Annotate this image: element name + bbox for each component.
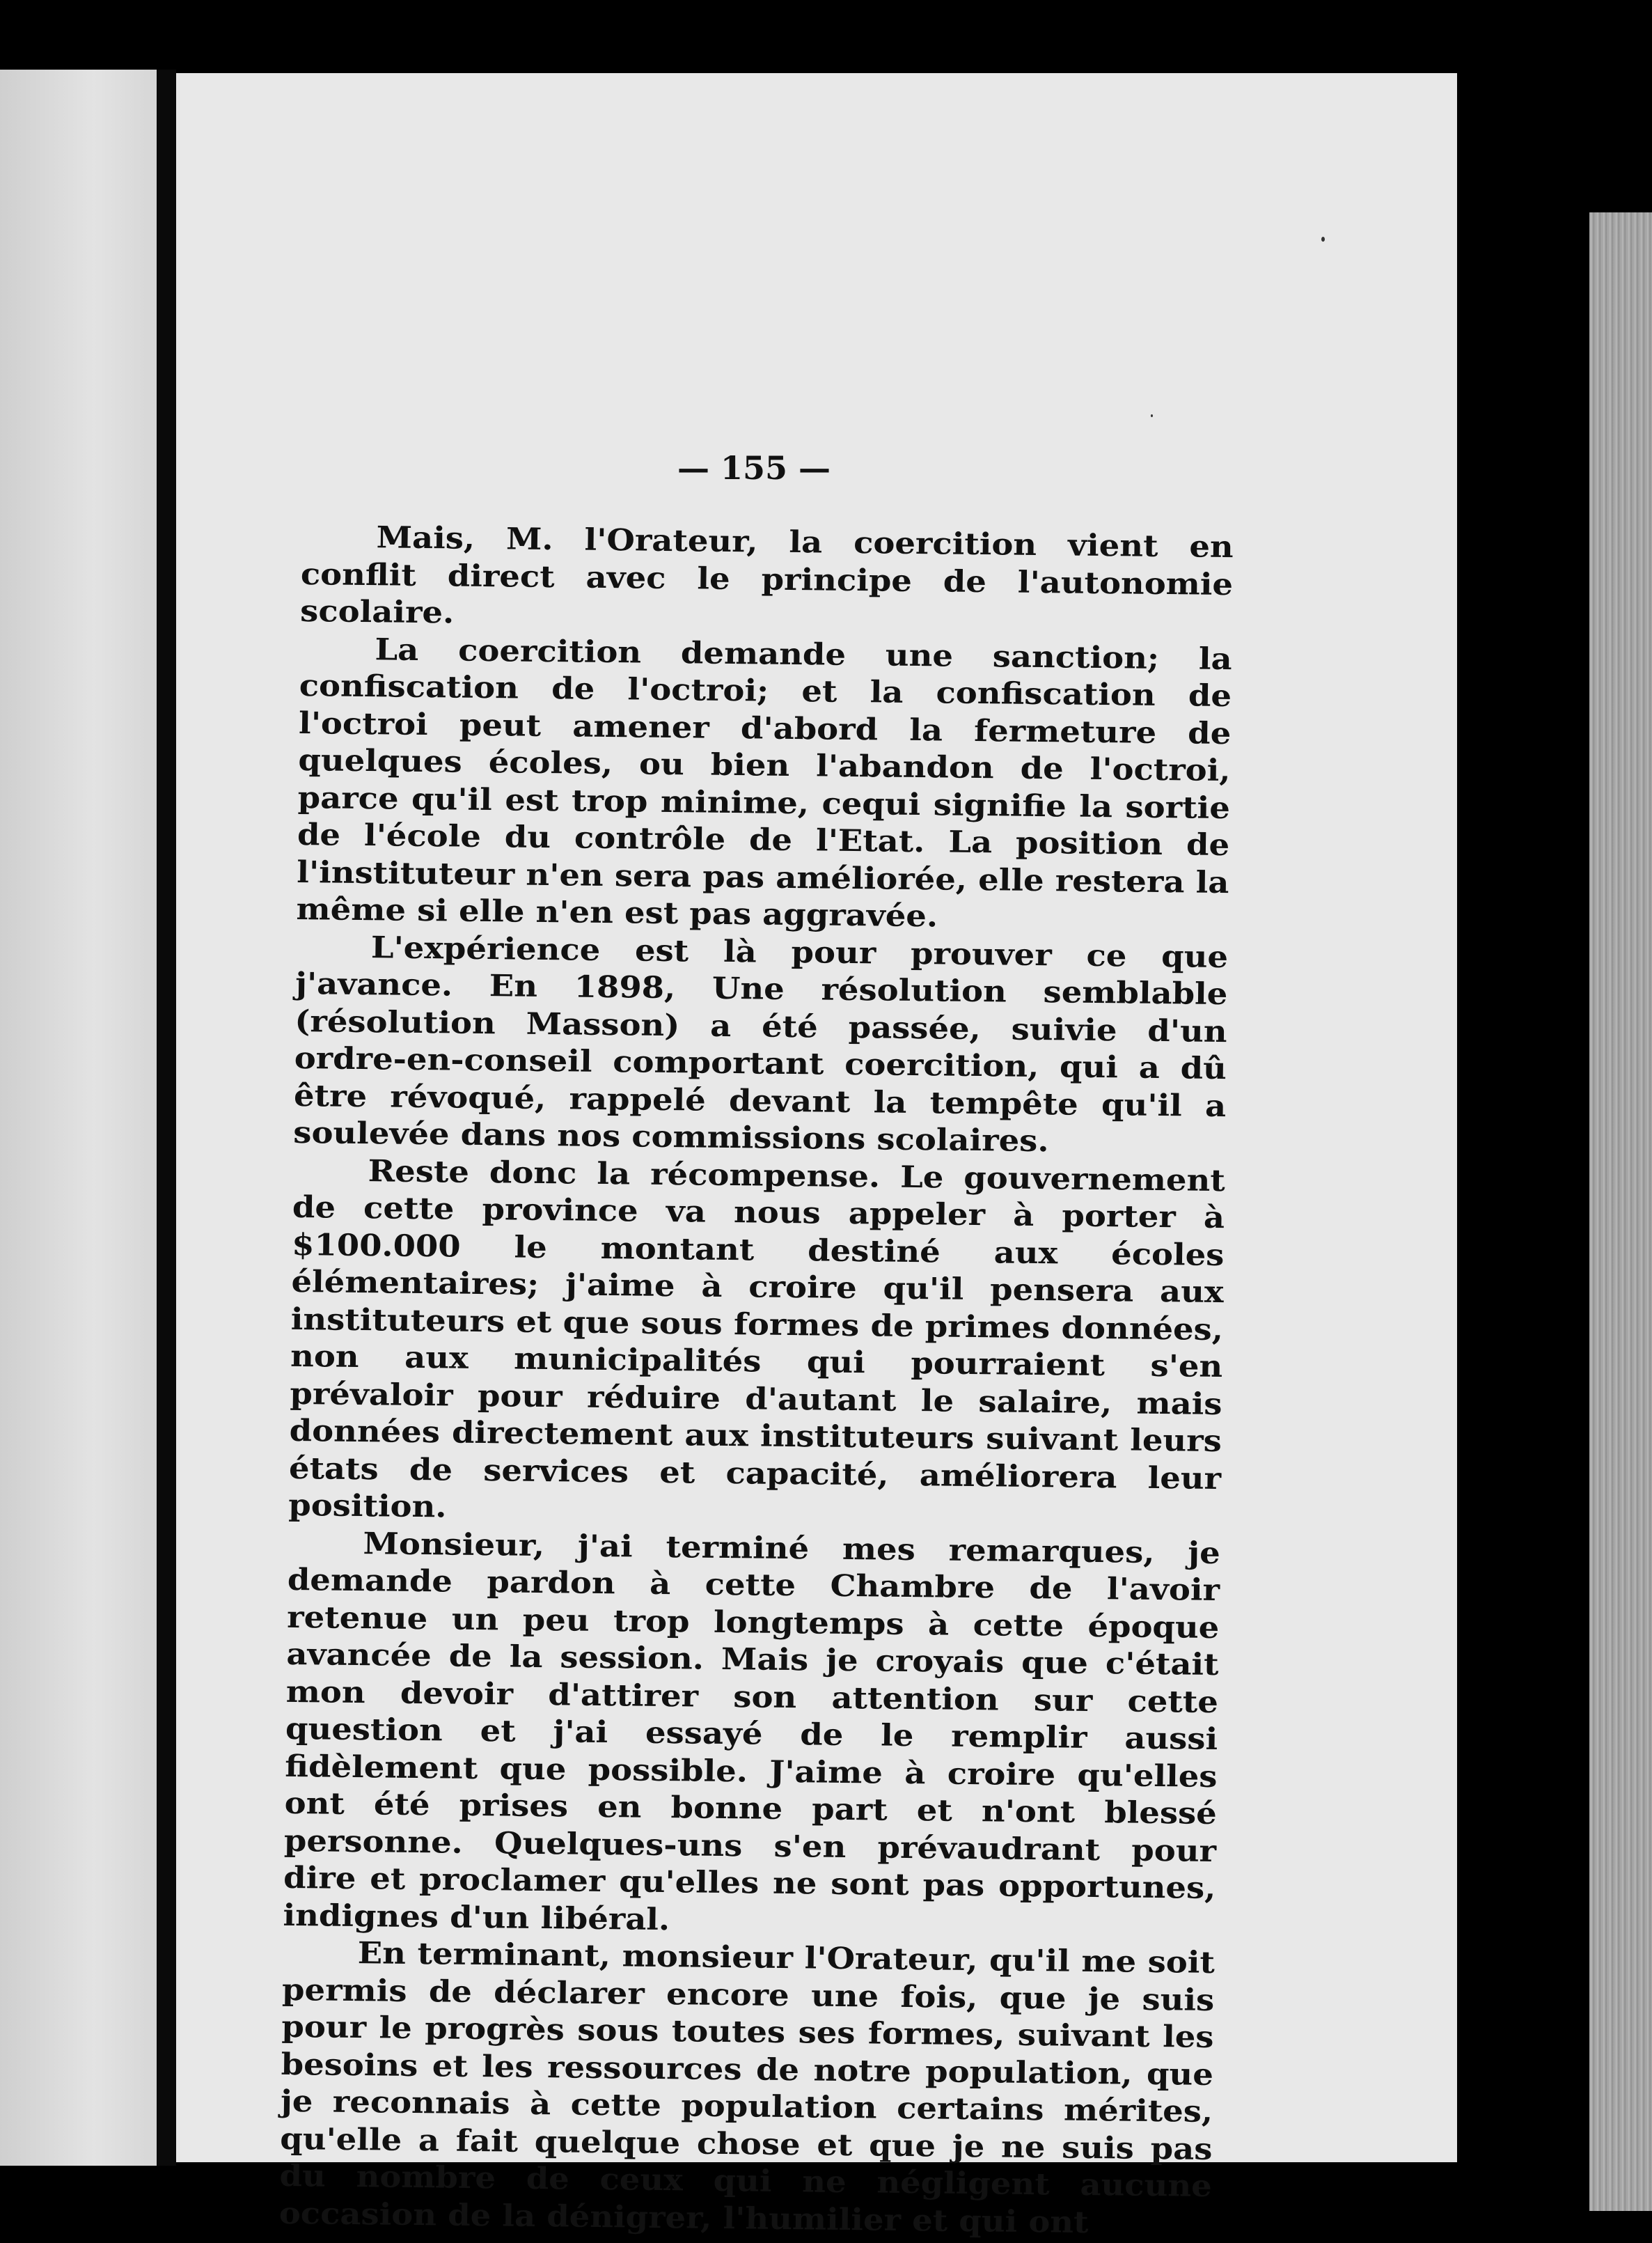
book-page — [176, 73, 1457, 2240]
left-page-edge — [0, 70, 157, 2166]
page-number: — 155 — — [677, 449, 831, 487]
paragraph: L'expérience est là pour prouver ce que j'avance. En 1898, Une résolution semblable (résolution Masson) a été passée, suivie d'un ordre-en-conseil comportant coercition, qui a dû être révoqué, rappelé devant la tempête qu'il a soulevée dans nos commissions scolaires. — [293, 930, 1229, 1159]
body-text — [279, 519, 1234, 2243]
book-gutter — [157, 70, 176, 2166]
paragraph: Reste donc la récompense. Le gouvernement de cette province va nous appeler à porter à $100.000 le montant destiné aux écoles élémentaires; j'aime à croire qu'il pensera aux instituteurs et que sous formes de primes données, non aux municipalités qui pourraient s'en prévaloir pour réduire d'autant le salaire, mais données directement aux instituteurs suivant leurs états de services et capacité, améliorera leur position. — [288, 1153, 1226, 1525]
page-stack-edge — [1589, 212, 1652, 2211]
paragraph: En terminant, monsieur l'Orateur, qu'il me soit permis de déclarer encore une fois, que je suis pour le progrès sous toutes ses formes, suivant les besoins et les ressources de notre population, que je reconnais à cette population certains mérites, qu'elle a fait quelque chose et que je ne suis pas du nombre de ceux qui ne négligent aucune occasion de la dénigrer, l'humilier et qui ont — [278, 1936, 1216, 2240]
paragraph: Monsieur, j'ai terminé mes remarques, je demande pardon à cette Chambre de l'avoir retenue un peu trop longtemps à cette époque avancée de la session. Mais je croyais que c'était mon devoir d'attirer son attention sur cette question et j'ai essayé de le remplir aussi fidèlement que possible. J'aime à croire qu'elles ont été prises en bonne part et n'ont blessé personne. Quelques-uns s'en prévaudrant pour dire et proclamer qu'elles ne sont pas opportunes, indignes d'un libéral. — [283, 1526, 1221, 1937]
ink-speck — [1151, 414, 1153, 417]
ink-speck — [1321, 237, 1325, 242]
paragraph: Mais, M. l'Orateur, la coercition vient en conflit direct avec le principe de l'autonomie scolaire. — [299, 520, 1234, 631]
paragraph: La coercition demande une sanction; la confiscation de l'octroi; et la confiscation de l'octroi peut amener d'abord la fermeture de quelques écoles, ou bien l'abandon de l'octroi, parce qu'il est trop minime, cequi signifie la sortie de l'école du contrôle de l'Etat. La position de l'instituteur n'en sera pas améliorée, elle restera la même si elle n'en est pas aggravée. — [296, 632, 1232, 935]
